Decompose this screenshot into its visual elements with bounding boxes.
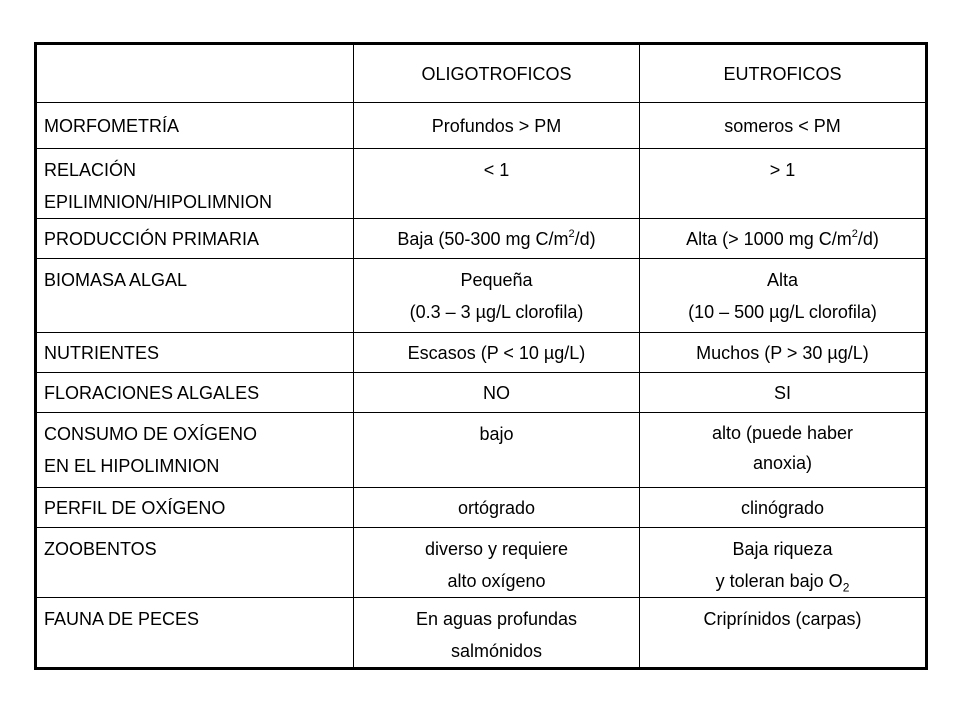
cell-oligo-consumo-oxigeno: bajo	[354, 413, 640, 488]
cell-oligo-produccion-primaria: Baja (50-300 mg $C/m^2/d$)	[354, 219, 640, 259]
table-row	[36, 488, 927, 528]
row-label-perfil-oxigeno: PERFIL DE OXÍGENO	[36, 488, 354, 528]
header-empty-cell	[36, 44, 354, 103]
cell-oligo-morfometria: Profundos > PM	[354, 103, 640, 149]
row-label-produccion-primaria: PRODUCCIÓN PRIMARIA	[36, 219, 354, 259]
cell-eutro-consumo-oxigeno: alto (puede haber anoxia)	[640, 413, 927, 488]
table-row	[36, 103, 927, 149]
table-row	[36, 333, 927, 373]
header-oligotroficos: OLIGOTROFICOS	[354, 44, 640, 103]
cell-oligo-relacion: < 1	[354, 149, 640, 219]
row-label-floraciones-algales: FLORACIONES ALGALES	[36, 373, 354, 413]
row-label-biomasa-algal: BIOMASA ALGAL	[36, 259, 354, 333]
table-header-row	[36, 44, 927, 103]
cell-eutro-zoobentos: Baja riqueza y toleran bajo $O_2$	[640, 528, 927, 598]
table-row	[36, 598, 927, 669]
cell-eutro-floraciones-algales: SI	[640, 373, 927, 413]
row-label-fauna-peces: FAUNA DE PECES	[36, 598, 354, 669]
cell-eutro-perfil-oxigeno: clinógrado	[640, 488, 927, 528]
cell-eutro-produccion-primaria: Alta (> 1000 mg $C/m^2/d$)	[640, 219, 927, 259]
table-row	[36, 149, 927, 219]
cell-oligo-perfil-oxigeno: ortógrado	[354, 488, 640, 528]
header-eutroficos: EUTROFICOS	[640, 44, 927, 103]
row-label-relacion: RELACIÓN EPILIMNION/HIPOLIMNION	[36, 149, 354, 219]
table-row	[36, 219, 927, 259]
row-label-nutrientes: NUTRIENTES	[36, 333, 354, 373]
table-row	[36, 259, 927, 333]
row-label-zoobentos: ZOOBENTOS	[36, 528, 354, 598]
cell-oligo-nutrientes: Escasos (P < 10 µg/L)	[354, 333, 640, 373]
comparison-table	[34, 42, 928, 670]
cell-eutro-fauna-peces: Criprínidos (carpas)	[640, 598, 927, 669]
table-row	[36, 373, 927, 413]
cell-eutro-relacion: > 1	[640, 149, 927, 219]
cell-oligo-zoobentos: diverso y requiere alto oxígeno	[354, 528, 640, 598]
cell-oligo-fauna-peces: En aguas profundas salmónidos	[354, 598, 640, 669]
cell-eutro-biomasa-algal: Alta (10 – 500 µg/L clorofila)	[640, 259, 927, 333]
row-label-consumo-oxigeno: CONSUMO DE OXÍGENO EN EL HIPOLIMNION	[36, 413, 354, 488]
cell-oligo-floraciones-algales: NO	[354, 373, 640, 413]
table-row	[36, 528, 927, 598]
cell-eutro-morfometria: someros < PM	[640, 103, 927, 149]
row-label-morfometria: MORFOMETRÍA	[36, 103, 354, 149]
cell-eutro-nutrientes: Muchos (P > 30 µg/L)	[640, 333, 927, 373]
table-row	[36, 413, 927, 488]
cell-oligo-biomasa-algal: Pequeña (0.3 – 3 µg/L clorofila)	[354, 259, 640, 333]
